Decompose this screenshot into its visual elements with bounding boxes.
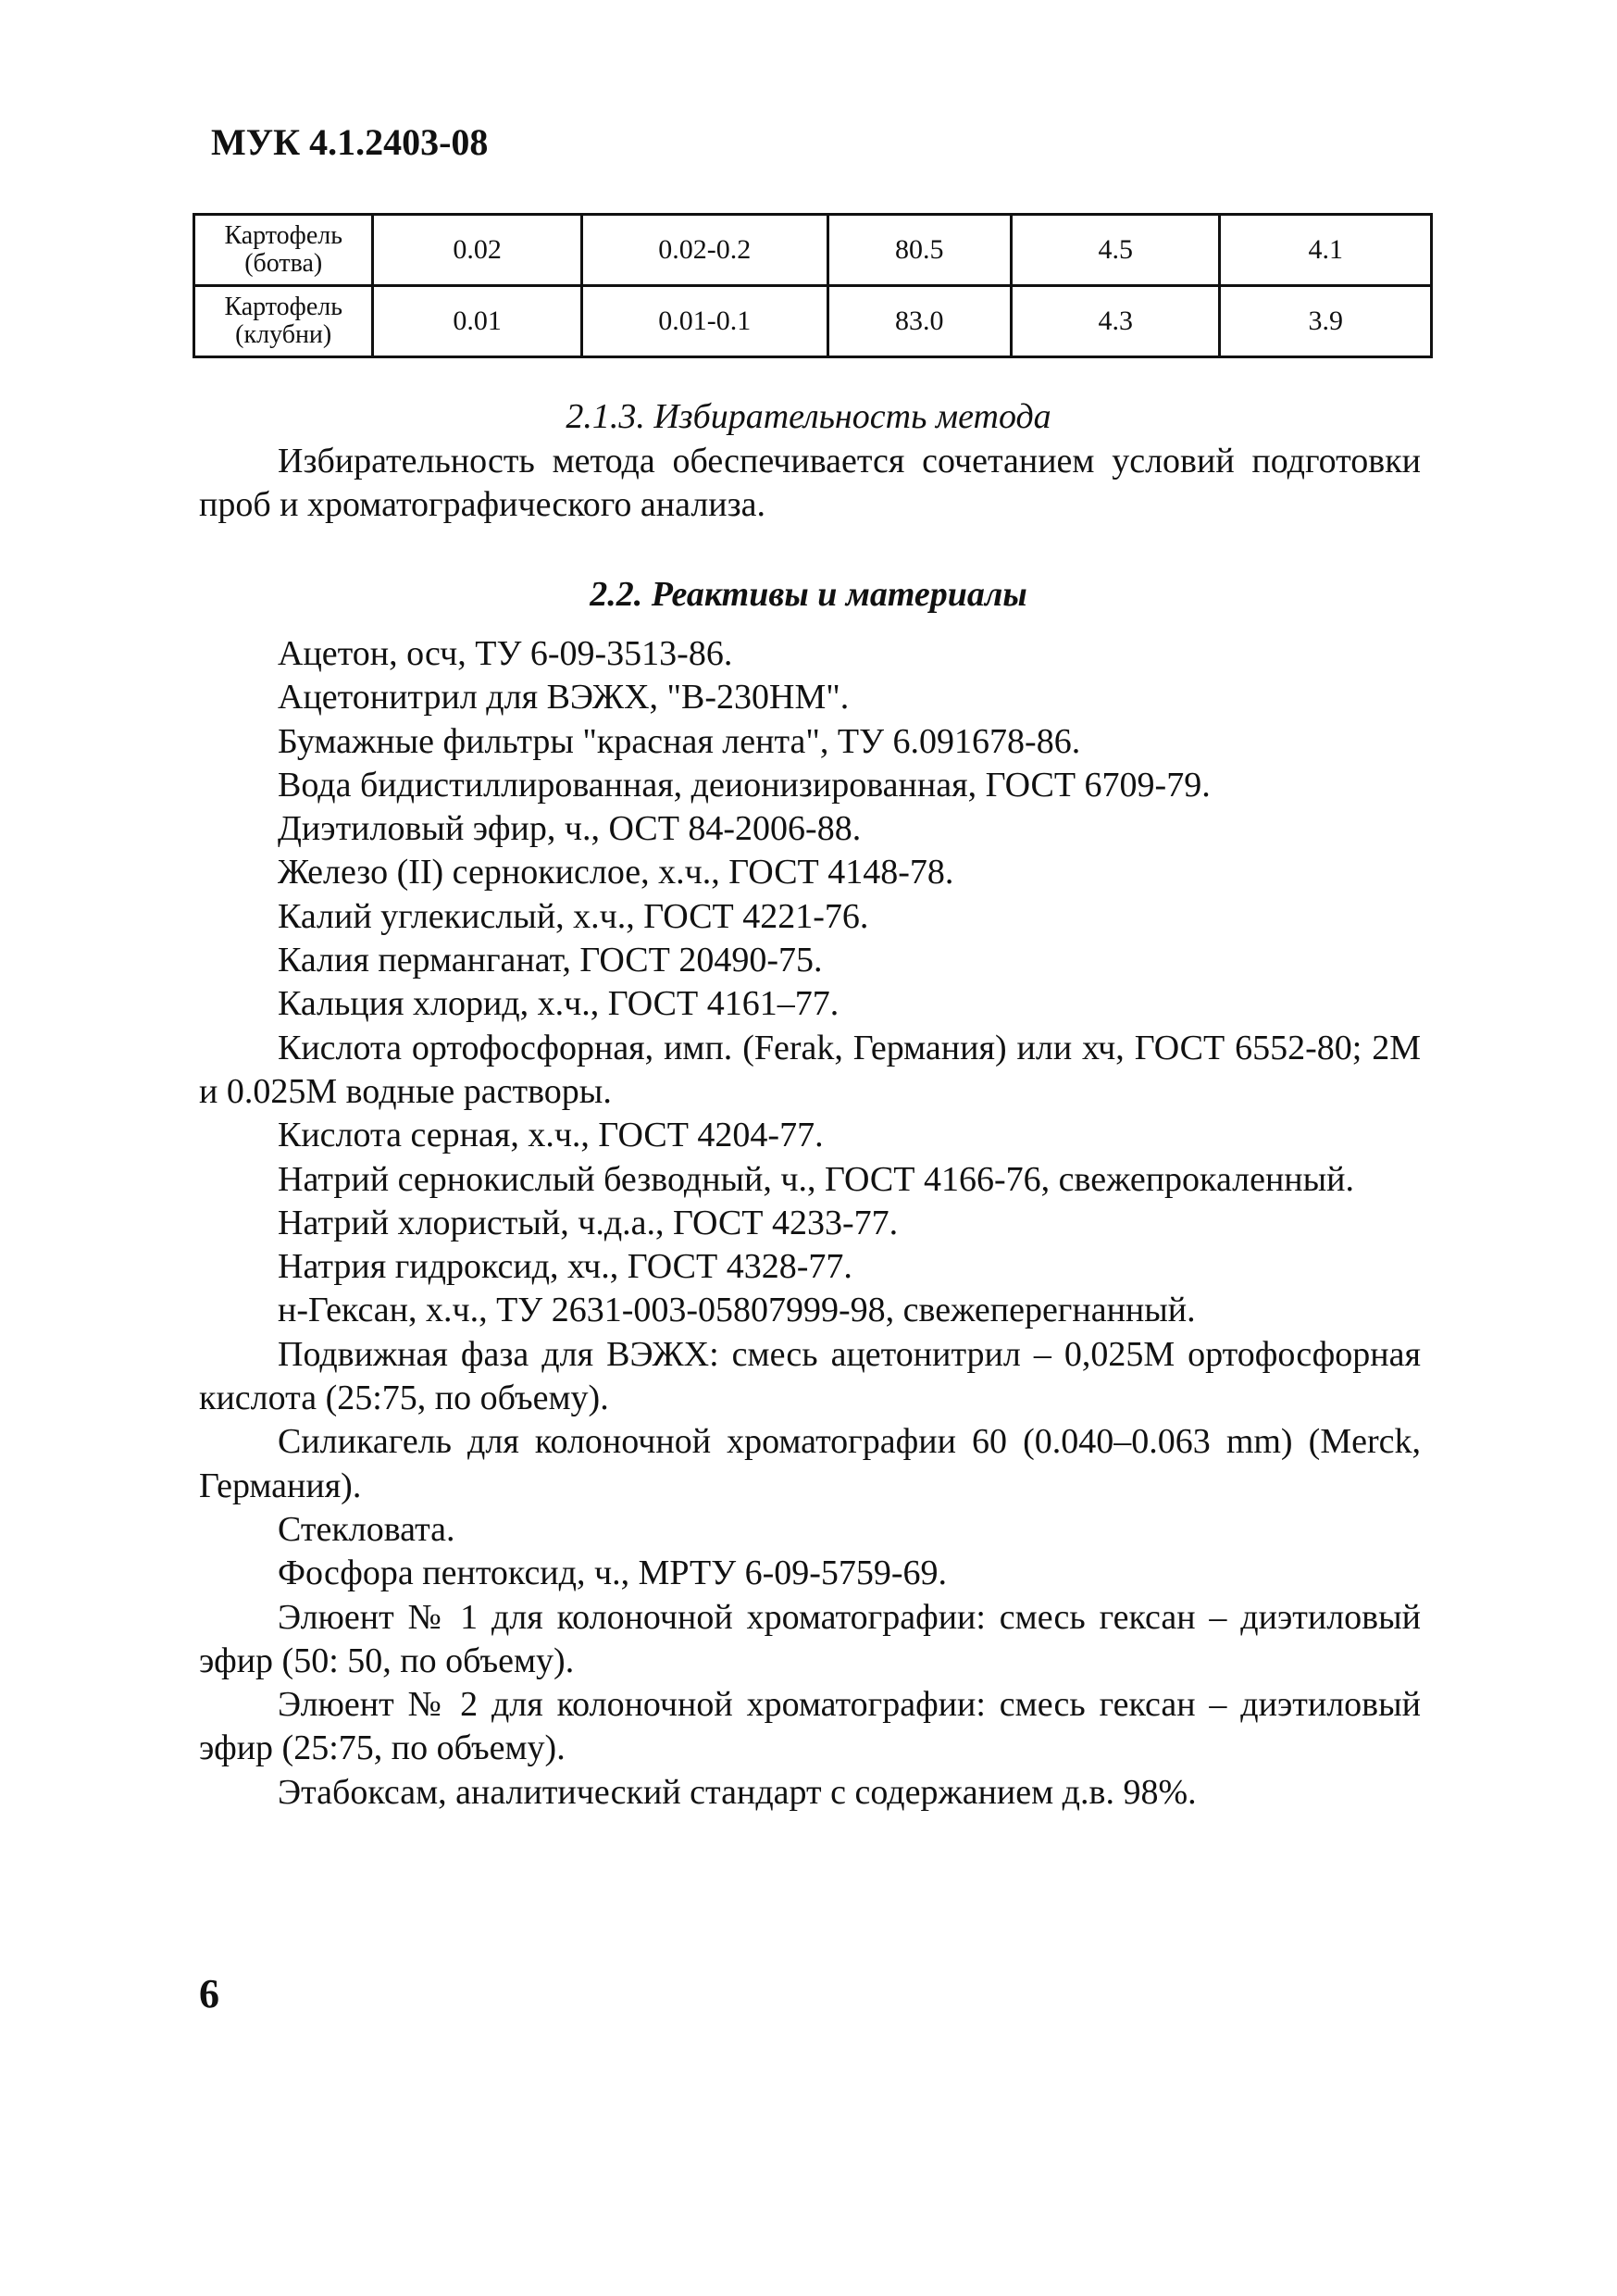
table-row (194, 215, 1432, 286)
section-213-paragraph: Избирательность метода обеспечивается сочетанием условий подготовки проб и хроматографического анализа. (199, 442, 1421, 524)
crop-name: Картофель (224, 293, 342, 321)
list-item: Стекловата. (278, 1509, 455, 1549)
section-heading-22: 2.2. Реактивы и материалы (590, 575, 1027, 614)
crop-part: (клубни) (235, 320, 332, 349)
list-item: Фосфора пентоксид, ч., МРТУ 6-09-5759-69. (278, 1554, 948, 1593)
list-item: Кислота серная, х.ч., ГОСТ 4204-77. (278, 1116, 824, 1155)
table-cell-crop (194, 286, 373, 357)
table-cell: 0.01 (373, 286, 582, 357)
list-item: Ацетонитрил для ВЭЖХ, "В-230НМ". (278, 678, 850, 718)
table-cell: 0.02-0.2 (581, 215, 827, 286)
crop-name: Картофель (224, 221, 342, 250)
list-item: Железо (II) сернокислое, х.ч., ГОСТ 4148-78. (278, 853, 954, 892)
document-header: МУК 4.1.2403-08 (211, 121, 489, 163)
list-item: Вода бидистиллированная, деионизированная, ГОСТ 6709-79. (278, 765, 1211, 805)
list-item: Бумажные фильтры "красная лента", ТУ 6.091678-86. (278, 721, 1081, 761)
page-number: 6 (199, 1971, 219, 2016)
list-item: Этабоксам, аналитический стандарт с содержанием д.в. 98%. (278, 1772, 1197, 1812)
list-item: Подвижная фаза для ВЭЖХ: смесь ацетонитрил – 0,025М ортофосфорная кислота (25:75, по объему). (199, 1334, 1421, 1418)
list-item: Силикагель для колоночной хроматографии 60 (0.040–0.063 mm) (Merck, Германия). (199, 1422, 1421, 1505)
section-heading-213: 2.1.3. Избирательность метода (566, 397, 1051, 436)
list-item: Кислота ортофосфорная, имп. (Ferak, Германия) или хч, ГОСТ 6552-80; 2М и 0.025М водные растворы. (199, 1028, 1421, 1111)
data-table (193, 213, 1433, 358)
table-cell-crop (194, 215, 373, 286)
table-cell: 80.5 (827, 215, 1011, 286)
list-item: Калий углекислый, х.ч., ГОСТ 4221-76. (278, 896, 869, 936)
list-item: Ацетон, осч, ТУ 6-09-3513-86. (278, 634, 733, 673)
list-item: Калия перманганат, ГОСТ 20490-75. (278, 941, 823, 980)
table-cell: 4.3 (1011, 286, 1220, 357)
reagents-list (199, 632, 1421, 1815)
table-cell: 0.02 (373, 215, 582, 286)
list-item: Элюент № 2 для колоночной хроматографии: смесь гексан – диэтиловый эфир (25:75, по объему). (199, 1685, 1421, 1768)
list-item: Натрия гидроксид, хч., ГОСТ 4328-77. (278, 1247, 852, 1287)
list-item: Кальция хлорид, х.ч., ГОСТ 4161–77. (278, 984, 840, 1024)
list-item: н-Гексан, х.ч., ТУ 2631-003-05807999-98, свежеперегнанный. (278, 1291, 1196, 1330)
table-cell: 0.01-0.1 (581, 286, 827, 357)
table-cell: 4.5 (1011, 215, 1220, 286)
table-cell: 3.9 (1220, 286, 1432, 357)
list-item: Диэтиловый эфир, ч., ОСТ 84-2006-88. (278, 809, 862, 849)
table-cell: 4.1 (1220, 215, 1432, 286)
crop-part: (ботва) (244, 249, 323, 278)
table-cell: 83.0 (827, 286, 1011, 357)
list-item: Натрий сернокислый безводный, ч., ГОСТ 4166-76, свежепрокаленный. (278, 1159, 1355, 1199)
list-item: Натрий хлористый, ч.д.а., ГОСТ 4233-77. (278, 1203, 899, 1242)
list-item: Элюент № 1 для колоночной хроматографии: смесь гексан – диэтиловый эфир (50: 50, по объему). (199, 1597, 1421, 1680)
table-row (194, 286, 1432, 357)
